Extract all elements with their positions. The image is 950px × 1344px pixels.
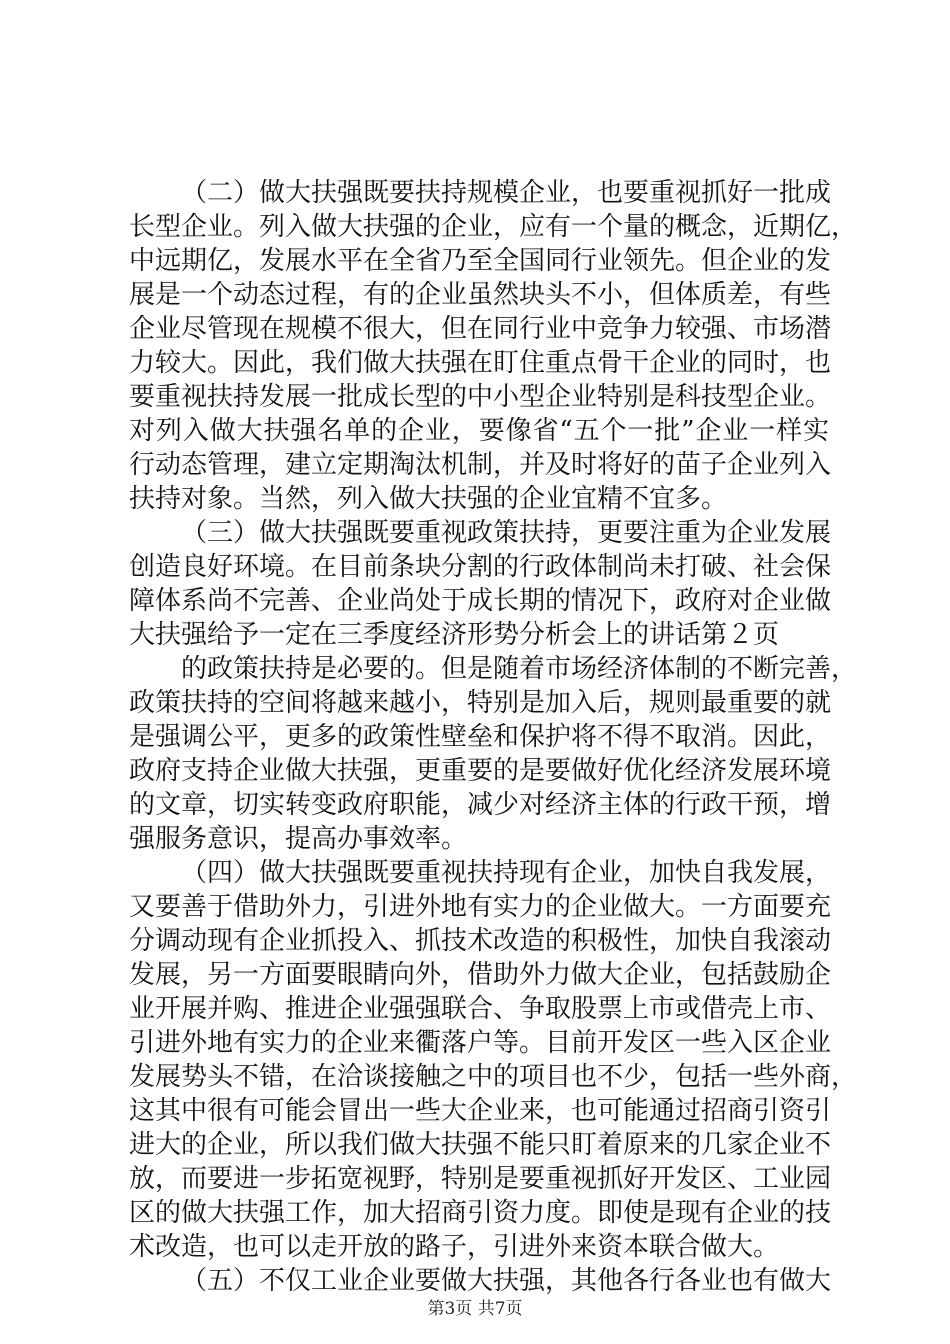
paragraph-3-line-3: 障体系尚不完善、企业尚处于成长期的情况下，政府对企业做: [129, 586, 832, 616]
paragraph-2-line-7: 要重视扶持发展一批成长型的中小型企业特别是科技型企业。: [129, 382, 832, 412]
paragraph-3-line-9: 的文章，切实转变政府职能，减少对经济主体的行政干预，增: [129, 790, 832, 820]
paragraph-3-line-10: 强服务意识，提高办事效率。: [129, 824, 468, 854]
paragraph-2-line-2: 长型企业。列入做大扶强的企业，应有一个量的概念，近期亿，: [129, 212, 858, 242]
paragraph-2-line-3: 中远期亿，发展水平在全省乃至全国同行业领先。但企业的发: [129, 246, 832, 276]
paragraph-2-line-5: 企业尽管现在规模不很大，但在同行业中竞争力较强、市场潜: [129, 314, 832, 344]
paragraph-4-line-8: 这其中很有可能会冒出一些大企业来，也可能通过招商引资引: [129, 1096, 832, 1126]
paragraph-4-line-1: （四）做大扶强既要重视扶持现有企业，加快自我发展，: [181, 858, 832, 888]
paragraph-3-line-8: 政府支持企业做大扶强，更重要的是要做好优化经济发展环境: [129, 756, 832, 786]
paragraph-2-line-8: 对列入做大扶强名单的企业，要像省“五个一批”企业一样实: [129, 416, 829, 446]
paragraph-4-line-2: 又要善于借助外力，引进外地有实力的企业做大。一方面要充: [129, 892, 832, 922]
paragraph-4-line-4: 发展，另一方面要眼睛向外，借助外力做大企业，包括鼓励企: [129, 960, 832, 990]
paragraph-2-line-1: （二）做大扶强既要扶持规模企业，也要重视抓好一批成: [181, 178, 832, 208]
paragraph-4-line-7: 发展势头不错，在洽谈接触之中的项目也不少，包括一些外商，: [129, 1062, 858, 1092]
paragraph-4-line-10: 放，而要进一步拓宽视野，特别是要重视抓好开发区、工业园: [129, 1164, 832, 1194]
paragraph-4-line-12: 术改造，也可以走开放的路子，引进外来资本联合做大。: [129, 1232, 780, 1262]
paragraph-3-line-2: 创造良好环境。在目前条块分割的行政体制尚未打破、社会保: [129, 552, 832, 582]
paragraph-5-line-1: （五）不仅工业企业要做大扶强，其他各行各业也有做大: [181, 1266, 832, 1296]
paragraph-2-line-6: 力较大。因此，我们做大扶强在盯住重点骨干企业的同时，也: [129, 348, 832, 378]
page-footer: 第3页 共7页: [427, 1299, 523, 1319]
paragraph-3-line-7: 是强调公平，更多的政策性壁垒和保护将不得不取消。因此，: [129, 722, 832, 752]
paragraph-4-line-5: 业开展并购、推进企业强强联合、争取股票上市或借壳上市、: [129, 994, 832, 1024]
paragraph-3-line-6: 政策扶持的空间将越来越小，特别是加入后，规则最重要的就: [129, 688, 832, 718]
paragraph-2-line-9: 行动态管理，建立定期淘汰机制，并及时将好的苗子企业列入: [129, 450, 832, 480]
paragraph-4-line-11: 区的做大扶强工作，加大招商引资力度。即使是现有企业的技: [129, 1198, 832, 1228]
paragraph-3-line-5: 的政策扶持是必要的。但是随着市场经济体制的不断完善，: [181, 654, 858, 684]
paragraph-3-line-4: 大扶强给予一定在三季度经济形势分析会上的讲话第２页: [129, 620, 780, 650]
paragraph-4-line-9: 进大的企业，所以我们做大扶强不能只盯着原来的几家企业不: [129, 1130, 832, 1160]
paragraph-3-line-1: （三）做大扶强既要重视政策扶持，更要注重为企业发展: [181, 518, 832, 548]
paragraph-4-line-6: 引进外地有实力的企业来衢落户等。目前开发区一些入区企业: [129, 1028, 832, 1058]
paragraph-4-line-3: 分调动现有企业抓投入、抓技术改造的积极性，加快自我滚动: [129, 926, 832, 956]
paragraph-2-line-10: 扶持对象。当然，列入做大扶强的企业宜精不宜多。: [129, 484, 728, 514]
paragraph-2-line-4: 展是一个动态过程，有的企业虽然块头不小，但体质差，有些: [129, 280, 832, 310]
